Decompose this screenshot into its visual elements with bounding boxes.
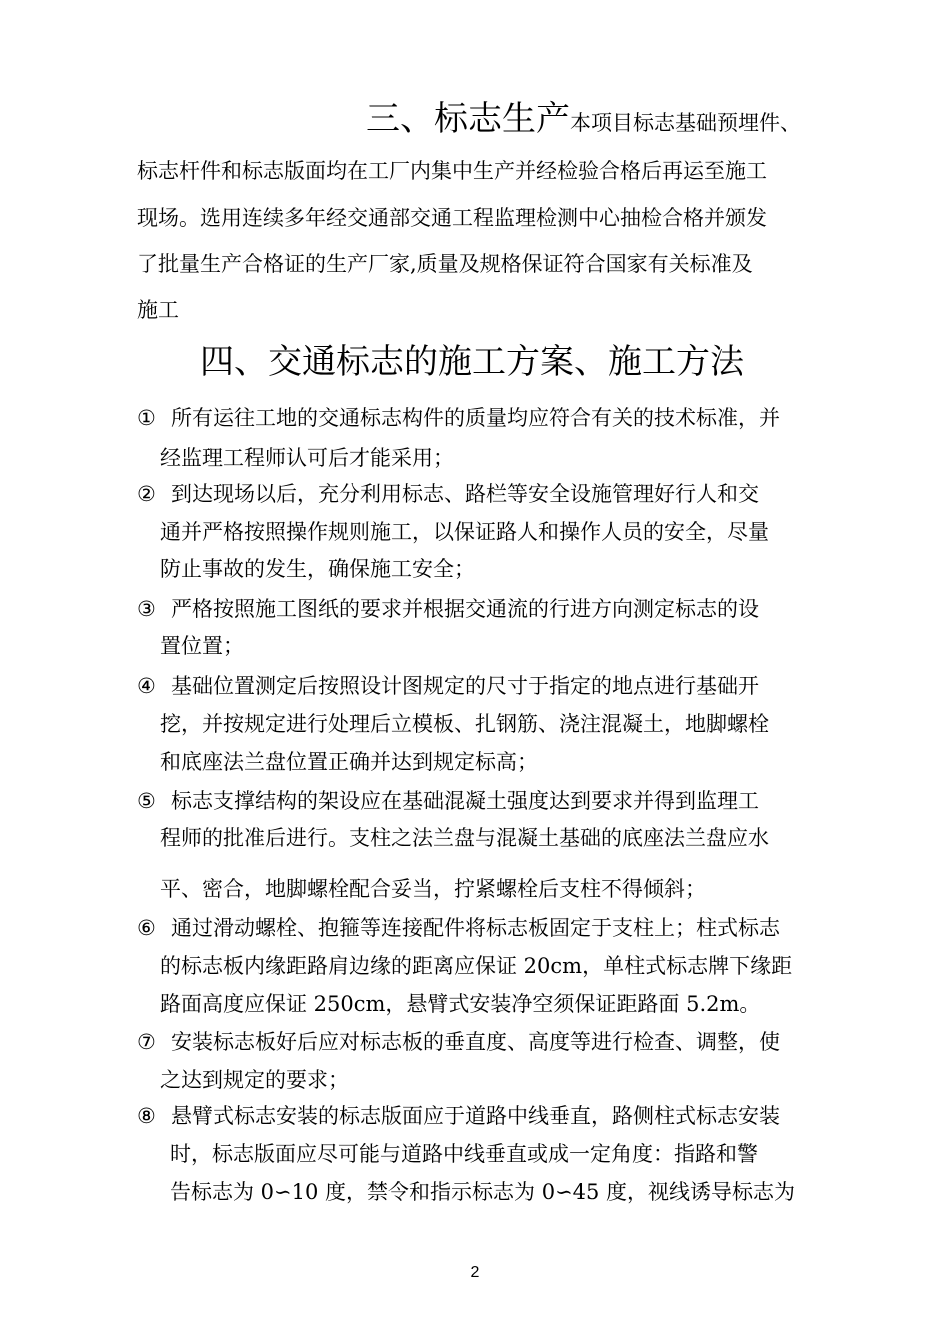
list-item-number: ④ [137, 674, 156, 698]
list-item-text: 到达现场以后，充分利用标志、路栏等安全设施管理好行人和交 [171, 482, 759, 506]
list-item-text: 告标志为 0∽10 度，禁令和指示标志为 0∽45 度，视线诱导标志为 [170, 1180, 796, 1204]
list-item-text: 防止事故的发生，确保施工安全； [160, 557, 475, 581]
list-item-text: 置位置； [160, 634, 244, 658]
list-item-text: 基础位置测定后按照设计图规定的尺寸于指定的地点进行基础开 [171, 674, 759, 698]
list-item-text: 路面高度应保证 250cm，悬臂式安装净空须保证距路面 5.2m。 [160, 992, 761, 1016]
section4-heading: 四、交通标志的施工方案、施工方法 [200, 342, 744, 382]
list-item-text: 之达到规定的要求； [160, 1068, 349, 1092]
list-item-number: ① [137, 406, 156, 430]
section3-text-line-5: 施工 [137, 298, 179, 322]
list-item-text: 挖，并按规定进行处理后立模板、扎钢筋、浇注混凝土，地脚螺栓 [160, 712, 769, 736]
list-item-number: ⑥ [137, 916, 156, 940]
section3-text-line-4: 了批量生产合格证的生产厂家,质量及规格保证符合国家有关标准及 [137, 252, 753, 276]
list-item-1 [137, 406, 780, 430]
list-item-number: ⑧ [137, 1104, 156, 1128]
list-item-number: ⑤ [137, 789, 156, 813]
list-item-text: 通并严格按照操作规则施工，以保证路人和操作人员的安全，尽量 [160, 520, 769, 544]
list-item-text: 平、密合，地脚螺栓配合妥当，拧紧螺栓后支柱不得倾斜； [160, 877, 706, 901]
list-item-4 [137, 674, 759, 698]
list-item-text: 经监理工程师认可后才能采用； [160, 446, 454, 470]
list-item-number: ⑦ [137, 1030, 156, 1054]
list-item-text: 时，标志版面应尽可能与道路中线垂直或成一定角度：指路和警 [170, 1142, 758, 1166]
list-item-7 [137, 1030, 780, 1054]
page-number: 2 [470, 1264, 480, 1281]
section3-text-line-3: 现场。选用连续多年经交通部交通工程监理检测中心抽检合格并颁发 [137, 206, 767, 230]
list-item-text: 程师的批准后进行。支柱之法兰盘与混凝土基础的底座法兰盘应水 [160, 826, 769, 850]
list-item-text: 安装标志板好后应对标志板的垂直度、高度等进行检查、调整，使 [171, 1030, 780, 1054]
section3-text-line-1: 本项目标志基础预埋件、 [570, 111, 801, 135]
list-item-text: 和底座法兰盘位置正确并达到规定标高； [160, 750, 538, 774]
list-item-8 [137, 1104, 780, 1128]
list-item-6 [137, 916, 780, 940]
list-item-text: 所有运往工地的交通标志构件的质量均应符合有关的技术标准，并 [171, 406, 780, 430]
list-item-text: 的标志板内缘距路肩边缘的距离应保证 20cm，单柱式标志牌下缘距 [160, 954, 793, 978]
section3-first-line [366, 100, 801, 138]
list-item-text: 严格按照施工图纸的要求并根据交通流的行进方向测定标志的设 [171, 597, 759, 621]
list-item-number: ③ [137, 597, 156, 621]
section3-text-line-2: 标志杆件和标志版面均在工厂内集中生产并经检验合格后再运至施工 [137, 159, 767, 183]
list-item-text: 通过滑动螺栓、抱箍等连接配件将标志板固定于支柱上；柱式标志 [171, 916, 780, 940]
list-item-text: 标志支撑结构的架设应在基础混凝土强度达到要求并得到监理工 [171, 789, 759, 813]
list-item-3 [137, 597, 759, 621]
list-item-text: 悬臂式标志安装的标志版面应于道路中线垂直，路侧柱式标志安装 [171, 1104, 780, 1128]
list-item-number: ② [137, 482, 156, 506]
section3-heading: 三、标志生产 [366, 99, 570, 139]
list-item-5 [137, 789, 759, 813]
list-item-2 [137, 482, 759, 506]
